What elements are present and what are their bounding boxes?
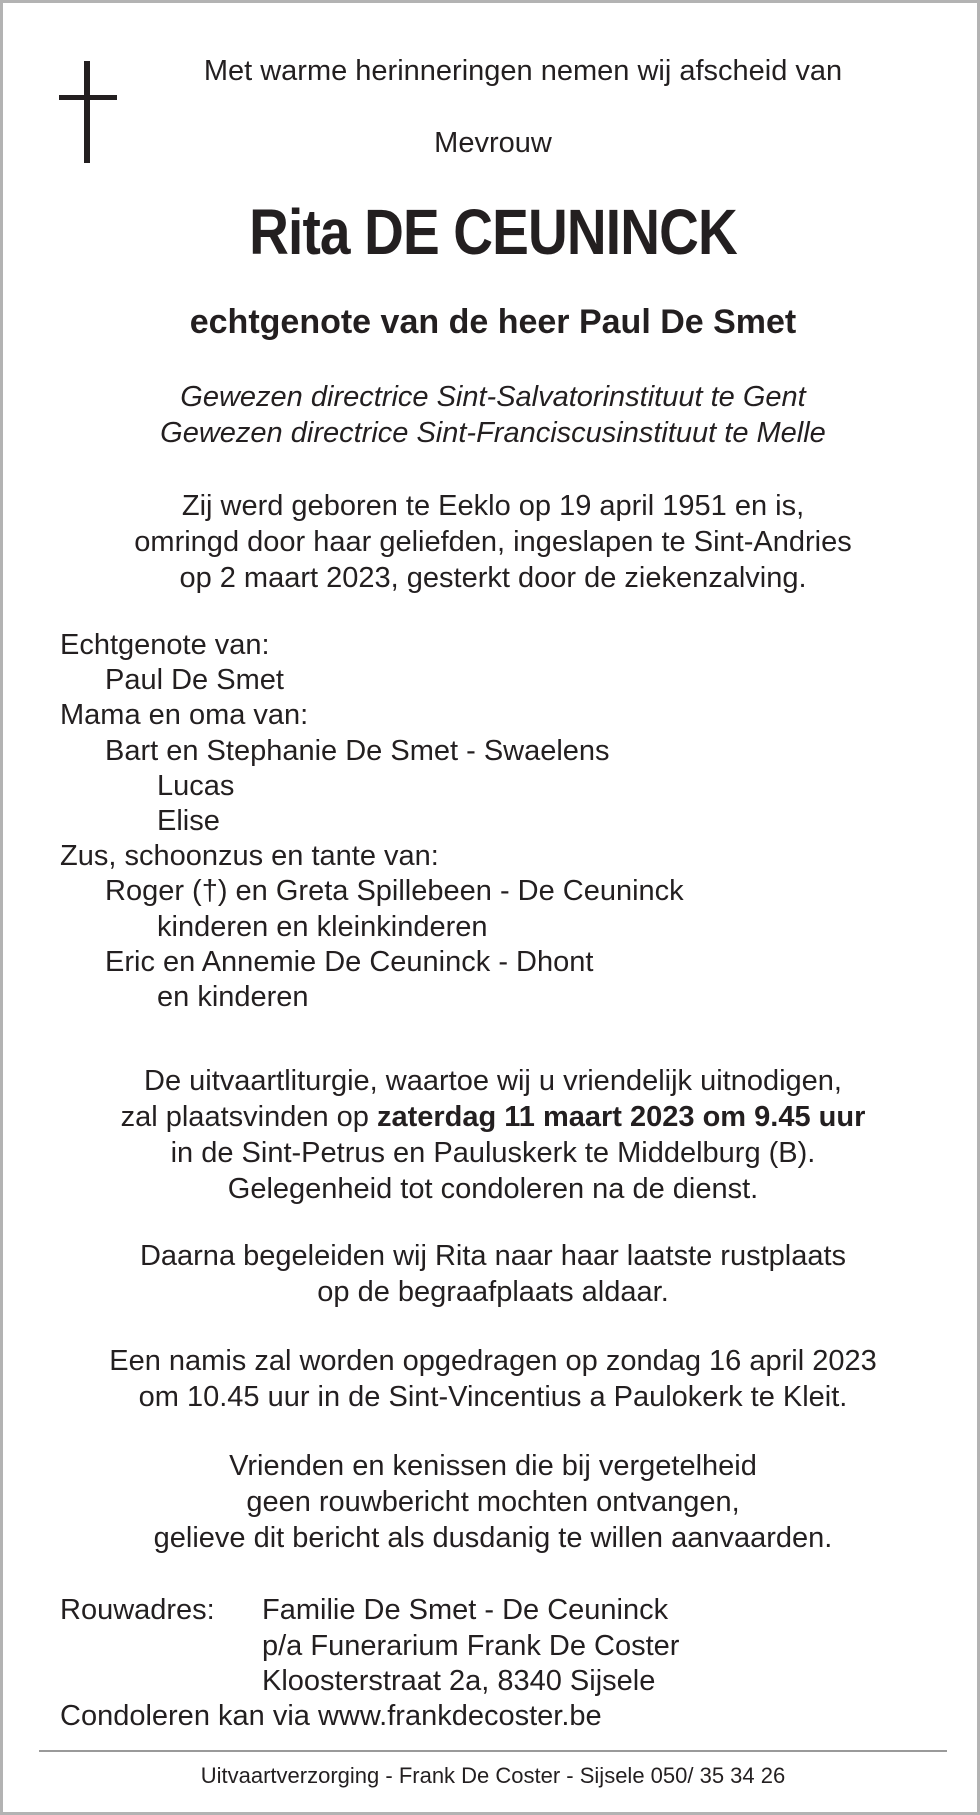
mass-block: [3, 1343, 980, 1415]
spouse-name: Paul De Smet: [105, 664, 284, 697]
address-label: Rouwadres:: [60, 1594, 215, 1626]
friends-block: [3, 1448, 980, 1556]
child-name: Bart en Stephanie De Smet - Swaelens: [105, 734, 610, 767]
children-heading: Mama en oma van:: [60, 699, 309, 732]
role-line: Gewezen directrice Sint-Salvatorinstituut te Gent: [180, 381, 806, 413]
roles-block: [3, 379, 980, 451]
spouse-line: echtgenote van de heer Paul De Smet: [189, 303, 797, 341]
condolence-link-text: Condoleren kan via www.frankdecoster.be: [60, 1700, 602, 1732]
burial-line: Daarna begeleiden wij Rita naar haar laatste rustplaats: [139, 1240, 847, 1272]
birth-line: op 2 maart 2023, gesterkt door de ziekenzalving.: [179, 562, 807, 594]
role-line: Gewezen directrice Sint-Franciscusinstituut te Melle: [160, 417, 826, 449]
funeral-line: Gelegenheid tot condoleren na de dienst.: [227, 1173, 759, 1205]
birth-line: omringd door haar geliefden, ingeslapen te Sint-Andries: [134, 526, 852, 558]
friends-line: Vrienden en kenissen die bij vergetelheid: [229, 1450, 757, 1482]
burial-block: [3, 1238, 980, 1310]
funeral-line: De uitvaartliturgie, waartoe wij u vriendelijk uitnodigen,: [144, 1065, 842, 1097]
mass-line: Een namis zal worden opgedragen op zondag 16 april 2023: [109, 1345, 877, 1377]
address-line: p/a Funerarium Frank De Coster: [262, 1629, 680, 1662]
spouse-heading: Echtgenote van:: [60, 629, 270, 661]
burial-line: op de begraafplaats aldaar.: [317, 1276, 669, 1308]
funeral-block: [3, 1063, 980, 1207]
mourning-address: [60, 1593, 679, 1700]
mass-line: om 10.45 uur in de Sint-Vincentius a Paulokerk te Kleit.: [138, 1381, 848, 1413]
sibling-name: Roger (†) en Greta Spillebeen - De Ceuninck: [105, 875, 684, 908]
siblings-heading: Zus, schoonzus en tante van:: [60, 840, 439, 873]
family-list: [60, 628, 684, 1015]
footer-divider: [39, 1750, 947, 1752]
sibling-descendants: kinderen en kleinkinderen: [157, 910, 488, 943]
deceased-name: Rita DE CEUNINCK: [249, 196, 737, 268]
sibling-descendants: en kinderen: [157, 981, 309, 1014]
sibling-name: Eric en Annemie De Ceuninck - Dhont: [105, 945, 594, 978]
birth-block: [3, 488, 980, 596]
birth-line: Zij werd geboren te Eeklo op 19 april 1951 en is,: [181, 490, 805, 522]
friends-line: geen rouwbericht mochten ontvangen,: [246, 1486, 740, 1518]
funeral-line: [3, 1099, 980, 1135]
intro-text: Met warme herinneringen nemen wij afscheid van: [203, 55, 843, 87]
funeral-date: zaterdag 11 maart 2023 om 9.45 uur: [376, 1101, 866, 1133]
funeral-line: in de Sint-Petrus en Pauluskerk te Middelburg (B).: [170, 1137, 816, 1169]
address-line: Kloosterstraat 2a, 8340 Sijsele: [262, 1665, 656, 1697]
address-line: Familie De Smet - De Ceuninck: [262, 1594, 669, 1626]
salutation: Mevrouw: [434, 127, 552, 159]
friends-line: gelieve dit bericht als dusdanig te willen aanvaarden.: [153, 1522, 833, 1554]
funeral-line-prefix: zal plaatsvinden op: [120, 1101, 377, 1133]
footer-text: Uitvaartverzorging - Frank De Coster - Sijsele 050/ 35 34 26: [200, 1763, 786, 1788]
grandchild-name: Elise: [157, 805, 220, 838]
grandchild-name: Lucas: [157, 769, 235, 802]
